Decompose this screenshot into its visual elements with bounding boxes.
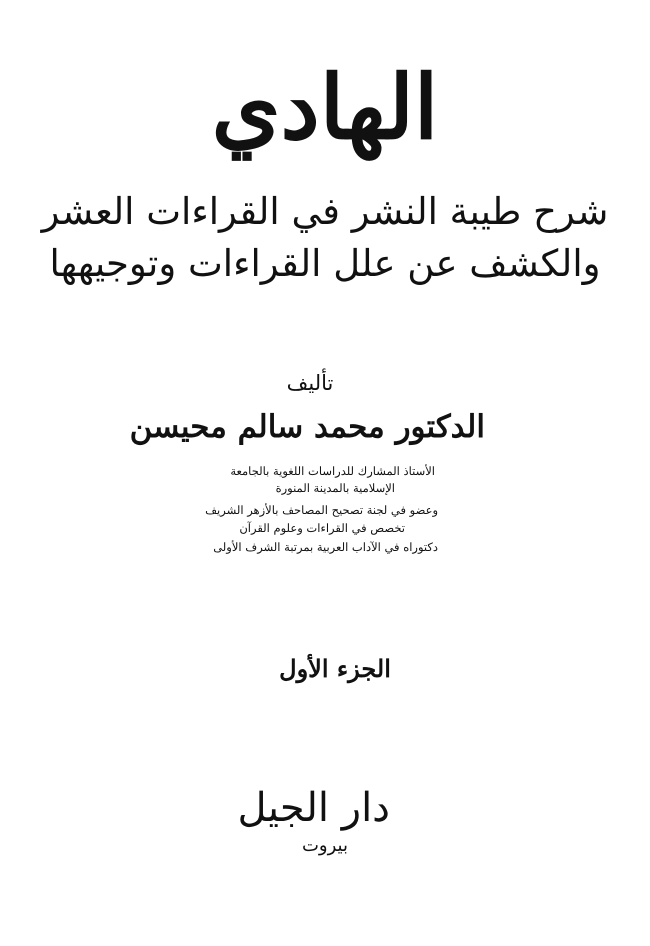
book-subtitle-line-1: شرح طيبة النشر في القراءات العشر [41, 190, 609, 233]
author-name: الدكتور محمد سالم محيسن [129, 409, 485, 445]
author-credential-line: وعضو في لجنة تصحيح المصاحف بالأزهر الشريف [205, 503, 438, 517]
volume-label: الجزء الأول [279, 654, 391, 683]
authorship-label: تأليف [286, 371, 334, 395]
book-subtitle-line-2: والكشف عن علل القراءات وتوجيهها [49, 242, 601, 285]
author-credential-line: تخصص في القراءات وعلوم القرآن [239, 521, 405, 535]
author-credential-line: دكتوراه في الآداب العربية بمرتبة الشرف الأولى [213, 540, 438, 554]
publisher-city: بيروت [301, 835, 348, 856]
book-title: الهادي [211, 55, 439, 159]
publisher-name: دار الجيل [237, 785, 390, 831]
author-credential-line: الإسلامية بالمدينة المنورة [275, 481, 395, 495]
author-credential-line: الأستاذ المشارك للدراسات اللغوية بالجامعة [230, 464, 435, 478]
